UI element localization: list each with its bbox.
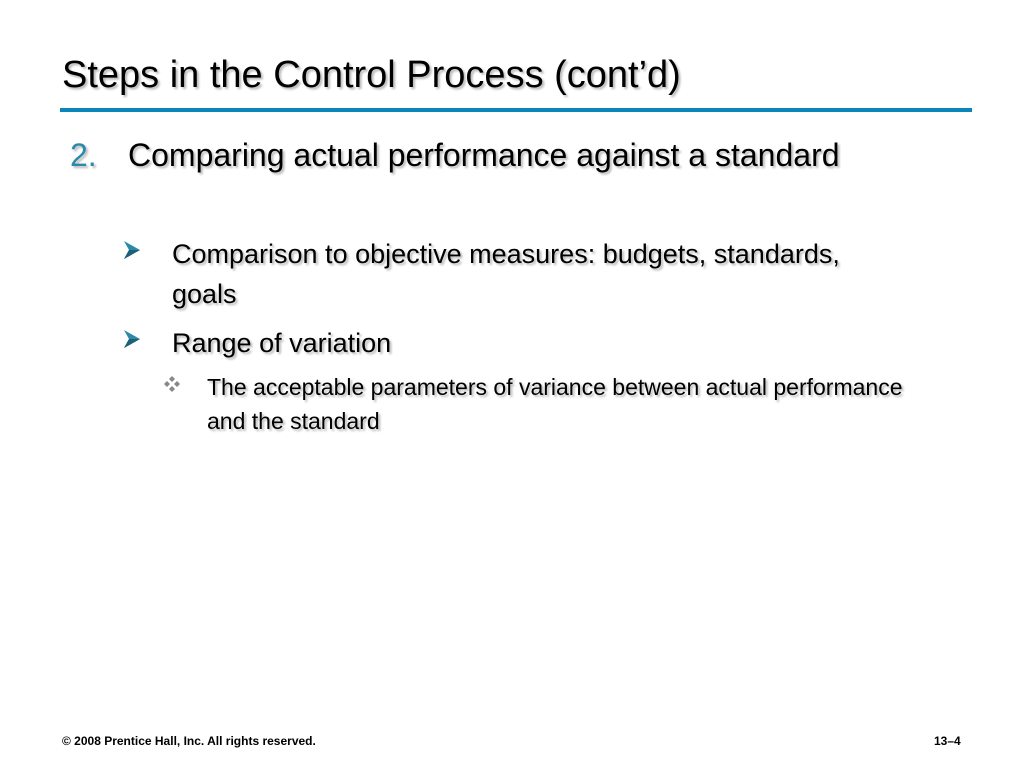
title-underline — [60, 108, 972, 112]
arrow-bullet-icon — [122, 328, 142, 350]
item-text: Comparing actual performance against a standard — [128, 137, 840, 173]
sub-sub-bullet-text: The acceptable parameters of variance between actual performance and the standard — [207, 374, 903, 434]
sub-bullet-text: Range of variation — [172, 328, 392, 358]
item-number: 2. — [70, 137, 97, 173]
footer-copyright: © 2008 Prentice Hall, Inc. All rights reserved. — [62, 734, 316, 748]
sub-bullet-text: Comparison to objective measures: budgets, standards, goals — [172, 239, 840, 309]
slide-title: Steps in the Control Process (cont’d) — [62, 54, 681, 96]
arrow-bullet-icon — [122, 239, 142, 261]
diamond-bullet-icon — [164, 376, 180, 392]
footer-page-number: 13–4 — [934, 734, 961, 748]
